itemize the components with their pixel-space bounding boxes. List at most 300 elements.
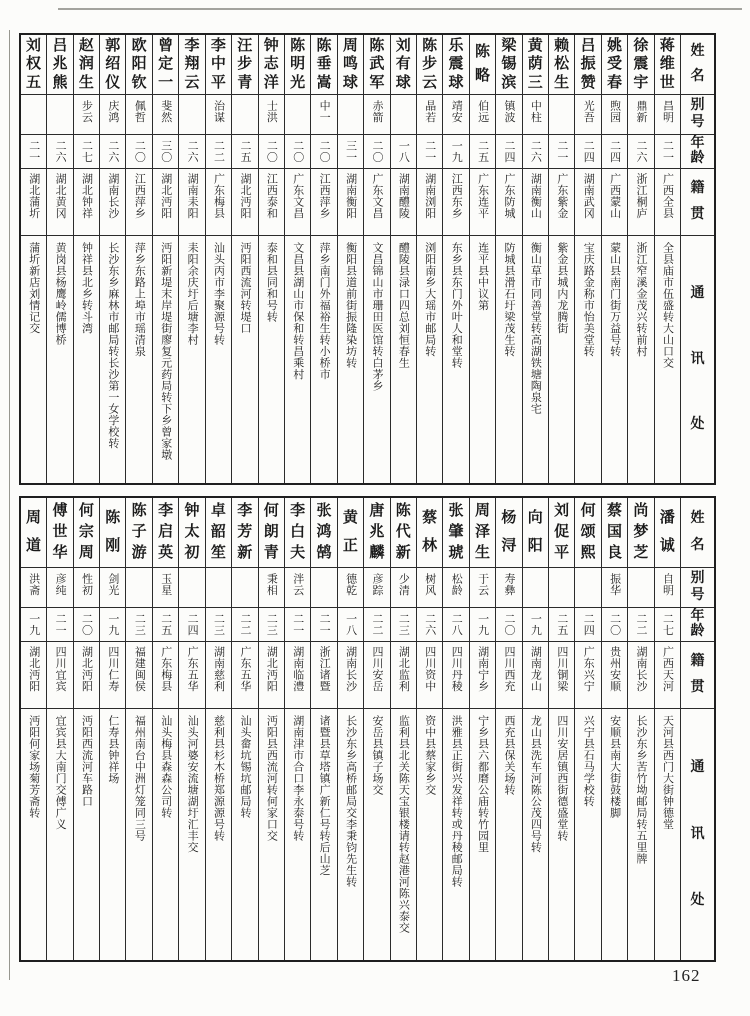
address-cell: [232, 709, 257, 960]
address-cell: [179, 236, 204, 483]
name-cell: [100, 35, 125, 95]
alias-cell: [391, 95, 416, 135]
native-text: 湖南武冈: [582, 173, 595, 219]
address-cell: [364, 709, 389, 960]
person-column: [470, 498, 496, 960]
age-text: 三一: [344, 140, 357, 163]
name-text: 陈 略: [474, 43, 490, 85]
name-cell: [338, 35, 363, 95]
address-text: 通 讯 处: [690, 760, 705, 908]
native-text: 湖北沔阳: [80, 646, 93, 692]
address-cell: [681, 709, 714, 960]
alias-cell: [74, 568, 99, 608]
alias-cell: [232, 95, 257, 135]
address-cell: [496, 709, 521, 960]
address-text: 监利县北关陈天宝银楼请转赵港河陈兴泰交: [397, 715, 410, 934]
alias-text: 鼎新: [635, 100, 648, 123]
address-text: 长沙东乡麻林市邮局转长沙第一女学校转: [106, 242, 119, 449]
address-cell: [47, 709, 72, 960]
age-cell: [126, 135, 151, 169]
native-cell: [364, 642, 389, 709]
name-text: 蒋 维 世: [659, 37, 675, 91]
scan-edge-top: [58, 8, 742, 10]
person-column: [285, 498, 311, 960]
native-text: 湖南宁乡: [476, 646, 489, 692]
name-cell: [153, 35, 178, 95]
person-column: [338, 35, 364, 483]
address-text: 四川安居镇西街德盛堂转: [555, 715, 568, 842]
address-text: 天河县西门大街钟德堂: [661, 715, 674, 830]
name-text: 曾 定 一: [158, 37, 174, 91]
address-cell: [602, 236, 627, 483]
address-cell: [285, 236, 310, 483]
alias-text: 自明: [661, 573, 674, 596]
name-text: 陈 垂 嵩: [316, 37, 332, 91]
name-cell: [443, 498, 468, 568]
name-text: 姚 受 春: [606, 37, 622, 91]
name-cell: [628, 35, 653, 95]
address-cell: [311, 709, 336, 960]
alias-cell: [232, 568, 257, 608]
name-text: 何 朗 青: [263, 503, 279, 561]
name-text: 蔡 国 良: [606, 503, 622, 561]
age-cell: [74, 608, 99, 642]
alias-text: 靖安: [450, 100, 463, 123]
alias-cell: [364, 568, 389, 608]
alias-cell: [153, 95, 178, 135]
age-cell: [628, 135, 653, 169]
person-column: [364, 498, 390, 960]
native-cell: [628, 642, 653, 709]
alias-cell: [206, 95, 231, 135]
age-cell: [470, 135, 495, 169]
name-text: 向 阳: [527, 510, 543, 554]
native-text: 广东文昌: [370, 173, 383, 219]
native-text: 湖北钟祥: [80, 173, 93, 219]
alias-cell: [47, 95, 72, 135]
name-cell: [259, 35, 284, 95]
name-cell: [628, 498, 653, 568]
address-cell: [417, 236, 442, 483]
name-cell: [74, 35, 99, 95]
name-text: 杨 浔: [501, 510, 517, 554]
native-cell: [496, 642, 521, 709]
native-cell: [126, 642, 151, 709]
age-cell: [681, 608, 714, 642]
native-text: 广东梅县: [212, 173, 225, 219]
alias-cell: [285, 95, 310, 135]
age-cell: [21, 135, 46, 169]
age-cell: [655, 608, 680, 642]
native-text: 四川安岳: [370, 646, 383, 692]
name-text: 赵 润 生: [78, 37, 94, 91]
address-text: 龙山县洗车河陈公茂四号转: [529, 715, 542, 853]
alias-cell: [259, 568, 284, 608]
native-text: 籍 贯: [690, 180, 705, 223]
address-cell: [470, 709, 495, 960]
address-text: 沔阳县西流河转何家口交: [265, 715, 278, 842]
person-column: [206, 498, 232, 960]
age-cell: [74, 135, 99, 169]
native-text: 籍 贯: [690, 653, 705, 696]
alias-text: 庆鸿: [106, 100, 119, 123]
address-text: 宝庆路金称市怡美堂转: [582, 242, 595, 357]
alias-cell: [100, 568, 125, 608]
name-cell: [417, 35, 442, 95]
native-cell: [681, 642, 714, 709]
alias-cell: [443, 568, 468, 608]
name-text: 梁 锡 滨: [501, 37, 517, 91]
age-text: 二三: [133, 613, 146, 636]
native-cell: [443, 169, 468, 236]
person-column: [496, 35, 522, 483]
native-text: 湖北沔阳: [27, 646, 40, 692]
alias-cell: [21, 568, 46, 608]
name-text: 刘 促 平: [554, 503, 570, 561]
age-text: 二七: [80, 140, 93, 163]
age-cell: [391, 135, 416, 169]
age-cell: [575, 135, 600, 169]
address-cell: [153, 236, 178, 483]
address-cell: [74, 236, 99, 483]
name-text: 李 中 平: [210, 37, 226, 91]
alias-text: 斐然: [159, 100, 172, 123]
address-cell: [391, 709, 416, 960]
alias-text: 镇波: [503, 100, 516, 123]
person-column: [655, 35, 681, 483]
native-cell: [153, 169, 178, 236]
native-cell: [232, 169, 257, 236]
age-text: 二四: [582, 613, 595, 636]
address-cell: [470, 236, 495, 483]
address-text: 沔阳西流河车路口: [80, 715, 93, 807]
age-text: 二六: [423, 613, 436, 636]
age-text: 二一: [661, 140, 674, 163]
name-text: 周 道: [26, 510, 42, 554]
alias-cell: [575, 568, 600, 608]
alias-text: 士洪: [265, 100, 278, 123]
name-cell: [523, 35, 548, 95]
age-text: 二一: [27, 140, 40, 163]
address-text: 沔阳何家场菊芳斋转: [27, 715, 40, 819]
alias-cell: [153, 568, 178, 608]
address-cell: [391, 236, 416, 483]
age-text: 二〇: [503, 613, 516, 636]
person-column: [126, 498, 152, 960]
alias-cell: [100, 95, 125, 135]
native-text: 贵州安顺: [608, 646, 621, 692]
native-cell: [338, 642, 363, 709]
native-cell: [232, 642, 257, 709]
person-column: [259, 498, 285, 960]
native-text: 湖北监利: [397, 646, 410, 692]
native-cell: [496, 169, 521, 236]
age-text: 一八: [397, 140, 410, 163]
address-cell: [575, 236, 600, 483]
person-column: [21, 498, 47, 960]
address-cell: [206, 709, 231, 960]
person-column: [602, 35, 628, 483]
address-cell: [681, 236, 714, 483]
age-text: 年 龄: [690, 608, 705, 640]
age-cell: [126, 608, 151, 642]
age-cell: [311, 608, 336, 642]
alias-cell: [179, 568, 204, 608]
alias-cell: [285, 568, 310, 608]
native-cell: [628, 169, 653, 236]
native-text: 广东紫金: [555, 173, 568, 219]
native-text: 湖南长沙: [106, 173, 119, 219]
native-cell: [126, 169, 151, 236]
age-text: 二一: [318, 613, 331, 636]
native-text: 四川仁寿: [106, 646, 119, 692]
age-cell: [47, 135, 72, 169]
native-text: 广东梅县: [159, 646, 172, 692]
name-cell: [74, 498, 99, 568]
native-cell: [417, 169, 442, 236]
person-column: [285, 35, 311, 483]
native-text: 江西东乡: [450, 173, 463, 219]
native-cell: [655, 169, 680, 236]
alias-text: 松龄: [450, 573, 463, 596]
name-text: 钟 志 洋: [263, 37, 279, 91]
address-text: 汕头梅县森森公司转: [159, 715, 172, 819]
name-text: 黄 荫 三: [527, 37, 543, 91]
address-text: 洪雅县正街兴发祥转或丹稜邮局转: [450, 715, 463, 888]
address-cell: [417, 709, 442, 960]
age-cell: [443, 135, 468, 169]
name-cell: [285, 498, 310, 568]
age-cell: [523, 135, 548, 169]
age-text: 二一: [291, 613, 304, 636]
age-text: 二五: [159, 613, 172, 636]
address-text: 诸暨县草塔镇广新仁号转后山芝: [318, 715, 331, 876]
name-text: 吕 兆 熊: [52, 37, 68, 91]
age-text: 二八: [450, 613, 463, 636]
name-text: 李 芳 新: [237, 503, 253, 561]
person-column: [523, 498, 549, 960]
alias-text: 泮云: [291, 573, 304, 596]
address-cell: [285, 709, 310, 960]
address-cell: [628, 236, 653, 483]
address-cell: [100, 236, 125, 483]
age-text: 二二: [212, 140, 225, 163]
native-text: 福建闽侯: [133, 646, 146, 692]
name-cell: [443, 35, 468, 95]
alias-text: 洪斋: [27, 573, 40, 596]
alias-cell: [338, 568, 363, 608]
address-text: 安顺县南大街鼓楼脚: [608, 715, 621, 819]
native-text: 湖北沔阳: [238, 173, 251, 219]
age-text: 二〇: [265, 140, 278, 163]
name-cell: [126, 498, 151, 568]
native-cell: [549, 169, 574, 236]
name-text: 赖 松 生: [554, 37, 570, 91]
name-cell: [681, 498, 714, 568]
native-text: 浙江桐庐: [635, 173, 648, 219]
alias-cell: [681, 568, 714, 608]
page-number: 162: [672, 966, 701, 985]
native-cell: [74, 169, 99, 236]
alias-text: 别 号: [690, 97, 705, 131]
address-text: 蒲圻新店刘情记交: [27, 242, 40, 334]
person-column: [628, 498, 654, 960]
alias-text: 德乾: [344, 573, 357, 596]
address-cell: [655, 709, 680, 960]
name-text: 蔡 林: [422, 510, 438, 554]
address-text: 浙江窄溪金茂兴转前村: [635, 242, 648, 357]
person-column: [153, 35, 179, 483]
native-cell: [179, 169, 204, 236]
alias-text: 振华: [608, 573, 621, 596]
name-cell: [21, 35, 46, 95]
address-text: 文昌县湖山市保和转昌乘村: [291, 242, 304, 380]
native-text: 湖南浏阳: [423, 173, 436, 219]
native-cell: [417, 642, 442, 709]
age-cell: [100, 135, 125, 169]
header-column: [681, 35, 714, 483]
native-cell: [549, 642, 574, 709]
header-column: [681, 498, 714, 960]
native-text: 四川铜梁: [555, 646, 568, 692]
address-cell: [259, 709, 284, 960]
address-cell: [443, 709, 468, 960]
address-cell: [311, 236, 336, 483]
native-cell: [100, 169, 125, 236]
address-text: 连平县中议第: [476, 242, 489, 311]
person-column: [549, 35, 575, 483]
native-cell: [47, 169, 72, 236]
native-cell: [259, 642, 284, 709]
person-column: [417, 35, 443, 483]
name-cell: [602, 35, 627, 95]
alias-cell: [549, 95, 574, 135]
address-text: 黄岗县杨鹰岭儒博桥: [54, 242, 67, 346]
alias-cell: [602, 568, 627, 608]
alias-cell: [259, 95, 284, 135]
age-text: 年 龄: [690, 135, 705, 167]
age-text: 二五: [238, 140, 251, 163]
address-text: 慈利县杉木桥郑源源号转: [212, 715, 225, 842]
address-cell: [602, 709, 627, 960]
age-text: 一九: [529, 613, 542, 636]
address-cell: [443, 236, 468, 483]
address-cell: [153, 709, 178, 960]
person-column: [575, 498, 601, 960]
native-cell: [470, 642, 495, 709]
alias-cell: [628, 95, 653, 135]
alias-cell: [311, 568, 336, 608]
native-text: 湖南龙山: [529, 646, 542, 692]
person-column: [391, 498, 417, 960]
person-column: [364, 35, 390, 483]
name-cell: [311, 35, 336, 95]
address-text: 防城县滑石圩梁茂生转: [503, 242, 516, 357]
age-cell: [575, 608, 600, 642]
alias-cell: [470, 568, 495, 608]
alias-cell: [602, 95, 627, 135]
name-cell: [364, 498, 389, 568]
native-text: 四川西充: [503, 646, 516, 692]
native-cell: [21, 642, 46, 709]
address-cell: [575, 709, 600, 960]
person-column: [74, 498, 100, 960]
person-column: [232, 498, 258, 960]
alias-cell: [681, 95, 714, 135]
age-cell: [259, 135, 284, 169]
address-cell: [549, 236, 574, 483]
native-text: 江西萍乡: [133, 173, 146, 219]
native-cell: [206, 642, 231, 709]
age-text: 二一: [54, 613, 67, 636]
address-text: 紫金县城内龙腾街: [555, 242, 568, 334]
name-cell: [549, 498, 574, 568]
native-cell: [338, 169, 363, 236]
age-cell: [496, 608, 521, 642]
age-text: 二六: [186, 140, 199, 163]
address-text: 长沙东乡高桥邮局交李秉钧先生转: [344, 715, 357, 888]
address-text: 宁乡县六都磨公庙转竹园里: [476, 715, 489, 853]
address-text: 萍乡南门外福裕生转小桥市: [318, 242, 331, 380]
alias-text: 秉相: [265, 573, 278, 596]
person-column: [47, 35, 73, 483]
age-text: 一九: [476, 613, 489, 636]
age-text: 二〇: [80, 613, 93, 636]
age-text: 二〇: [608, 613, 621, 636]
alias-cell: [364, 95, 389, 135]
alias-cell: [523, 568, 548, 608]
name-cell: [338, 498, 363, 568]
name-cell: [47, 35, 72, 95]
alias-text: 赤箭: [370, 100, 383, 123]
age-cell: [391, 608, 416, 642]
alias-text: 别 号: [690, 570, 705, 604]
address-text: 沔阳新堤末岸堤街廖复元药局转下乡曾家墩: [159, 242, 172, 461]
person-column: [100, 35, 126, 483]
alias-cell: [338, 95, 363, 135]
name-text: 陈 代 新: [395, 503, 411, 561]
native-cell: [523, 169, 548, 236]
alias-cell: [126, 95, 151, 135]
address-cell: [74, 709, 99, 960]
age-text: 三〇: [159, 140, 172, 163]
age-cell: [21, 608, 46, 642]
person-column: [338, 498, 364, 960]
address-text: 钟祥县北乡转斗湾: [80, 242, 93, 334]
address-cell: [126, 709, 151, 960]
name-cell: [47, 498, 72, 568]
native-text: 湖北蒲圻: [27, 173, 40, 219]
address-cell: [364, 236, 389, 483]
name-cell: [259, 498, 284, 568]
name-text: 徐 震 宇: [633, 37, 649, 91]
alias-text: 佩哲: [133, 100, 146, 123]
address-text: 宜宾县大南门交傅广义: [54, 715, 67, 830]
native-cell: [443, 642, 468, 709]
native-text: 广东文昌: [291, 173, 304, 219]
alias-text: 煦园: [608, 100, 621, 123]
native-text: 四川资中: [423, 646, 436, 692]
name-cell: [655, 35, 680, 95]
age-cell: [311, 135, 336, 169]
address-cell: [100, 709, 125, 960]
alias-cell: [443, 95, 468, 135]
native-text: 湖北黄冈: [54, 173, 67, 219]
age-text: 二五: [555, 613, 568, 636]
alias-text: 中一: [318, 100, 331, 123]
age-text: 二三: [212, 613, 225, 636]
alias-cell: [391, 568, 416, 608]
